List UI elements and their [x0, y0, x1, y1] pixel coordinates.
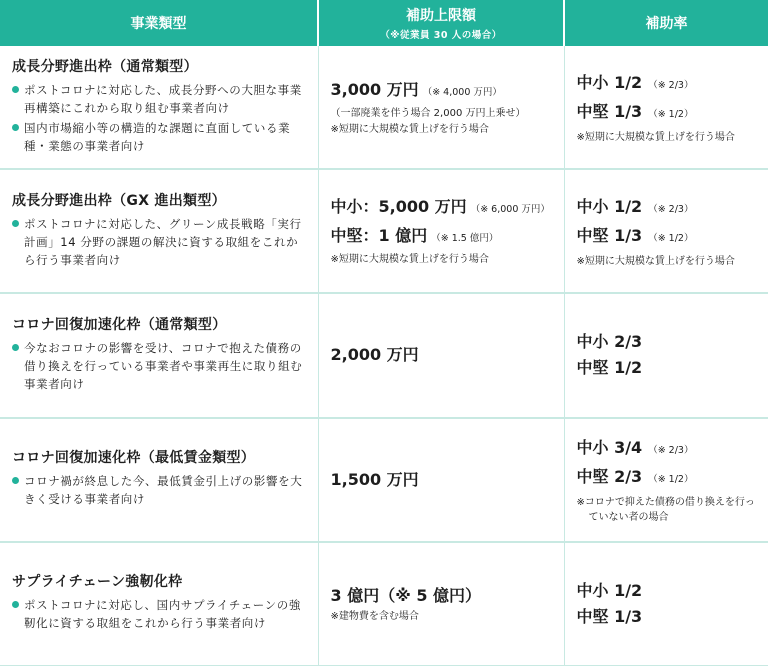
subsidy-limit-cell: [318, 293, 564, 417]
amount-sub: ※短期に大規模な賃上げを行う場合: [330, 123, 489, 135]
header-subsidy-limit-note: （※従業員 30 人の場合）: [380, 30, 502, 41]
bullet-dot-icon: [12, 220, 19, 227]
rate-sme: 中小 2/3: [576, 332, 643, 352]
bullet-dot-icon: [12, 124, 19, 131]
amount-midsize: 中堅：1 億円 （※ 1.5 億円）: [330, 226, 499, 246]
bullet-item: ポストコロナに対応した、グリーン成長戦略「実行計画」14 分野の課題の解決に資する取組をこれから行う事業者向け: [12, 215, 310, 269]
business-type-title: コロナ回復加速化枠（最低賃金類型）: [12, 450, 256, 467]
table-row: [0, 542, 768, 666]
rate-midsize: 中堅 1/3: [576, 606, 643, 626]
subsidy-rate-cell: [564, 293, 768, 417]
table-row: [0, 418, 768, 542]
table-row: [0, 293, 768, 417]
header-business-type: 事業類型: [0, 0, 318, 46]
rate-note: ※短期に大規模な賃上げを行う場合: [576, 255, 735, 267]
bullet-item: コロナ禍が終息した今、最低賃金引上げの影響を大きく受ける事業者向け: [12, 472, 310, 508]
business-type-title: サプライチェーン強靭化枠: [12, 574, 183, 591]
bullet-dot-icon: [12, 344, 19, 351]
subsidy-limit-cell: [318, 169, 564, 293]
business-type-cell: [0, 169, 318, 293]
business-type-title: コロナ回復加速化枠（通常類型）: [12, 316, 227, 333]
rate-midsize: 中堅 2/3 （※ 1/2）: [576, 466, 694, 486]
rate-note: ※コロナで抑えた債務の借り換えを行っていない者の場合: [576, 496, 755, 523]
rate-sme: 中小 1/2: [576, 580, 643, 600]
bullet-item: 今なおコロナの影響を受け、コロナで抱えた債務の借り換えを行っている事業者や事業再生に取り組む事業者向け: [12, 339, 310, 393]
header-subsidy-rate: 補助率: [564, 0, 768, 46]
subsidy-limit-cell: [318, 46, 564, 169]
subsidy-rate-cell: [564, 46, 768, 169]
business-type-cell: [0, 293, 318, 417]
rate-midsize: 中堅 1/3 （※ 1/2）: [576, 101, 694, 121]
business-type-cell: [0, 542, 318, 666]
amount-sme: 中小：5,000 万円 （※ 6,000 万円）: [330, 197, 550, 217]
rate-midsize: 中堅 1/3 （※ 1/2）: [576, 225, 694, 245]
rate-note: ※短期に大規模な賃上げを行う場合: [576, 131, 735, 143]
amount-sub: （一部廃業を伴う場合 2,000 万円上乗せ）: [330, 107, 526, 119]
subsidy-limit-cell: [318, 418, 564, 542]
bullet-item: ポストコロナに対応し、国内サプライチェーンの強靭化に資する取組をこれから行う事業者向け: [12, 596, 310, 632]
subsidy-limit-cell: [318, 542, 564, 666]
bullet-dot-icon: [12, 86, 19, 93]
amount-sub: ※建物費を含む場合: [330, 610, 419, 622]
table-row: [0, 46, 768, 169]
subsidy-rate-cell: [564, 542, 768, 666]
header-row: [0, 0, 768, 46]
rate-sme: 中小 1/2 （※ 2/3）: [576, 196, 694, 216]
amount-main: 1,500 万円: [330, 469, 419, 489]
business-type-title: 成長分野進出枠（GX 進出類型）: [12, 192, 226, 209]
amount-main: 3 億円（※ 5 億円）: [330, 585, 482, 605]
table-row: [0, 169, 768, 293]
rate-sme: 中小 3/4 （※ 2/3）: [576, 437, 694, 457]
bullet-item: ポストコロナに対応した、成長分野への大胆な事業再構築にこれから取り組む事業者向け: [12, 81, 310, 117]
business-type-cell: [0, 46, 318, 169]
bullet-dot-icon: [12, 477, 19, 484]
amount-main: 2,000 万円: [330, 345, 419, 365]
subsidy-rate-cell: [564, 418, 768, 542]
bullet-item: 国内市場縮小等の構造的な課題に直面している業種・業態の事業者向け: [12, 119, 310, 155]
bullet-dot-icon: [12, 601, 19, 608]
rate-sme: 中小 1/2 （※ 2/3）: [576, 72, 694, 92]
subsidy-rate-cell: [564, 169, 768, 293]
amount-sub: ※短期に大規模な賃上げを行う場合: [330, 254, 489, 266]
business-type-title: 成長分野進出枠（通常類型）: [12, 58, 198, 75]
business-type-cell: [0, 418, 318, 542]
header-subsidy-limit: 補助上限額 （※従業員 30 人の場合）: [318, 0, 564, 46]
rate-midsize: 中堅 1/2: [576, 358, 643, 378]
amount-main: 3,000 万円 （※ 4,000 万円）: [330, 79, 502, 99]
